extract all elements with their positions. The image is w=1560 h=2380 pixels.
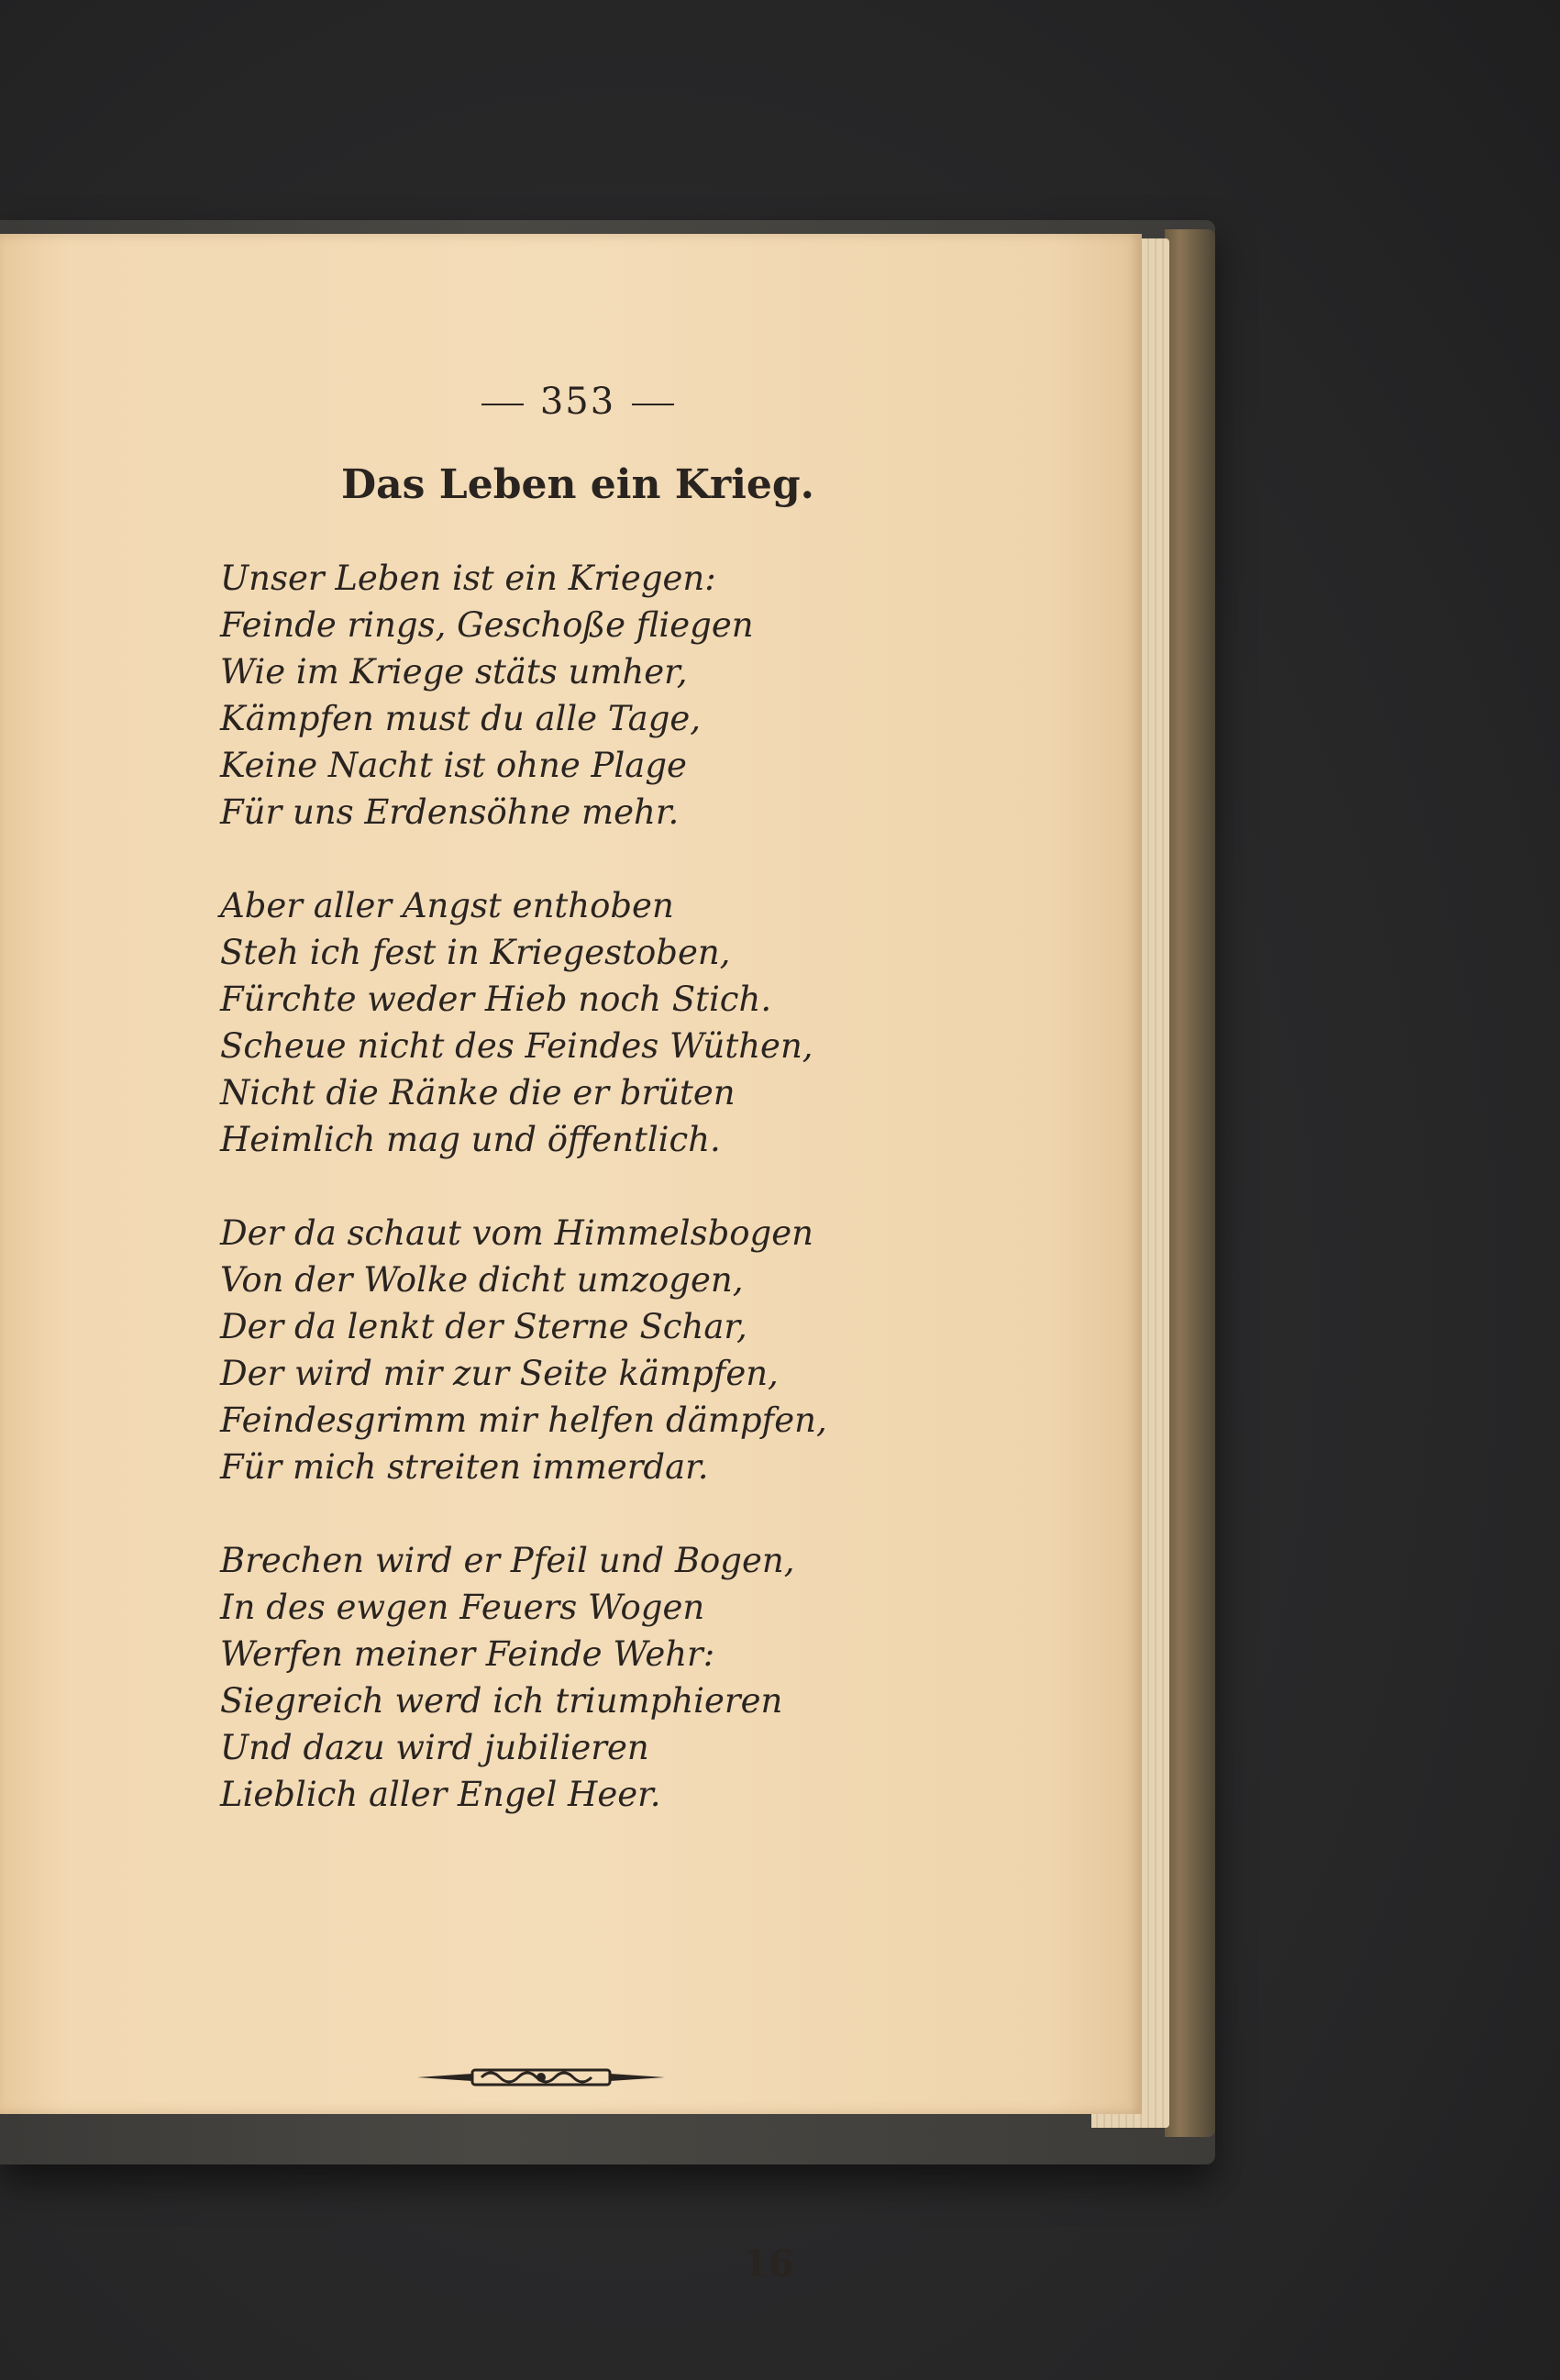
poem-line: Von der Wolke dicht umzogen, <box>220 1260 744 1300</box>
poem-line: Heimlich mag und öffentlich. <box>220 1120 721 1159</box>
poem-line: Feinde rings, Geschoße fliegen <box>220 605 754 645</box>
poem-line: Für mich streiten immerdar. <box>220 1447 709 1487</box>
cover-edge <box>1165 229 1215 2137</box>
poem-line: In des ewgen Feuers Wogen <box>220 1588 705 1627</box>
poem-line: Nicht die Ränke die er brüten <box>220 1073 736 1113</box>
stanza-1 <box>220 555 935 836</box>
poem-line: Brechen wird er Pfeil und Bogen, <box>220 1541 795 1580</box>
poem-title: Das Leben ein Krieg. <box>341 461 814 508</box>
poem-line: Scheue nicht des Feindes Wüthen, <box>220 1026 813 1066</box>
page-header <box>220 381 935 423</box>
poem-line: Keine Nacht ist ohne Plage <box>220 746 687 785</box>
poem-line: Für uns Erdensöhne mehr. <box>220 792 680 832</box>
stanza-2 <box>220 882 935 1163</box>
poem-line: Feindesgrimm mir helfen dämpfen, <box>220 1400 827 1440</box>
poem-line: Siegreich werd ich triumphieren <box>220 1681 783 1721</box>
poem-line: Und dazu wird jubilieren <box>220 1728 649 1767</box>
book-page <box>0 234 1142 2286</box>
poem-line: Der wird mir zur Seite kämpfen, <box>220 1354 779 1393</box>
page-content <box>220 381 935 2105</box>
poem-line: Fürchte weder Hieb noch Stich. <box>220 980 772 1019</box>
poem-line: Steh ich fest in Kriegestoben, <box>220 933 731 972</box>
poem-line: Unser Leben ist ein Kriegen: <box>220 559 716 598</box>
poem-line: Kämpfen must du alle Tage, <box>220 699 702 738</box>
stanza-3 <box>220 1210 935 1490</box>
poem-body <box>220 555 935 1865</box>
stanza-4 <box>220 1537 935 1818</box>
header-dash-left <box>481 404 524 405</box>
page-number: 353 <box>539 381 616 423</box>
ornamental-divider-icon <box>417 2059 665 2096</box>
poem-line: Wie im Kriege stäts umher, <box>220 652 688 692</box>
poem-line: Aber aller Angst enthoben <box>220 886 674 925</box>
poem-line: Der da lenkt der Sterne Schar, <box>220 1307 747 1346</box>
header-dash-right <box>632 404 674 405</box>
signature-number: 16 <box>743 2242 794 2286</box>
poem-line: Der da schaut vom Himmelsbogen <box>220 1213 813 1253</box>
poem-line: Lieblich aller Engel Heer. <box>220 1775 661 1814</box>
poem-line: Werfen meiner Feinde Wehr: <box>220 1634 715 1674</box>
